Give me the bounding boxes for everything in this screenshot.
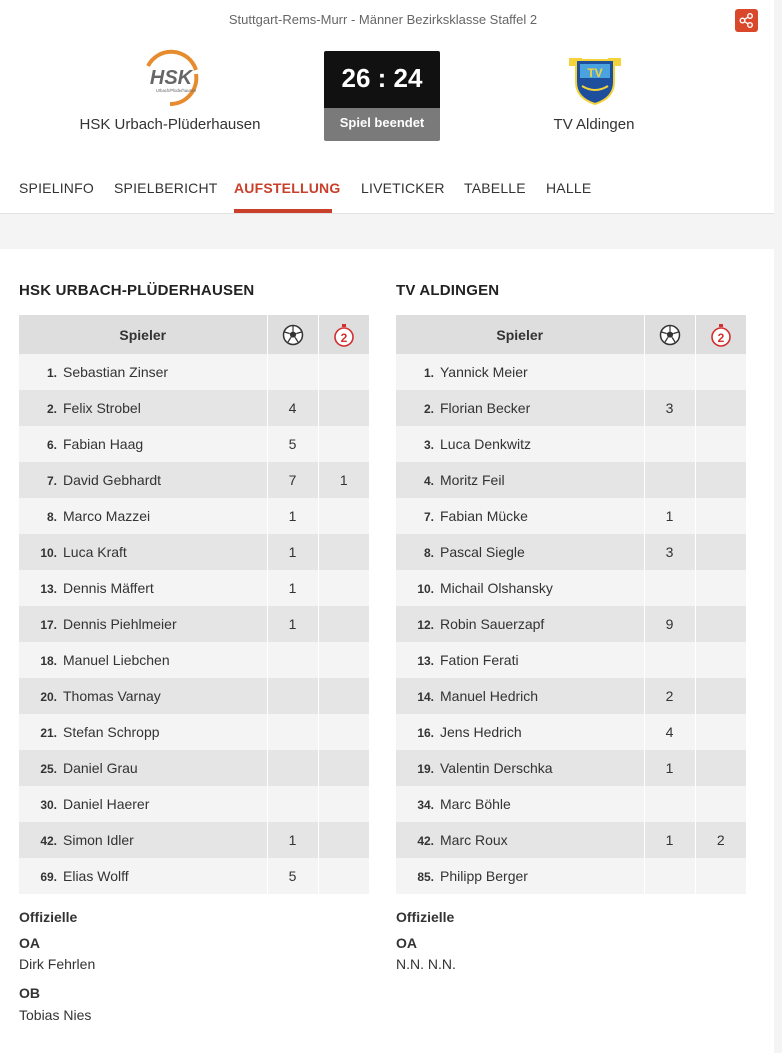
player-row — [19, 642, 369, 678]
player-penalties — [318, 498, 369, 534]
player-goals: 1 — [267, 534, 318, 570]
player-name[interactable]: Valentin Derschka — [440, 760, 553, 776]
player-name[interactable]: Yannick Meier — [440, 364, 528, 380]
match-header — [0, 0, 774, 214]
player-goals — [267, 354, 318, 390]
player-number: 1. — [423, 366, 434, 380]
player-row — [396, 714, 746, 750]
player-cell — [19, 462, 267, 498]
player-number: 14. — [417, 690, 434, 704]
player-cell — [19, 498, 267, 534]
player-row — [19, 786, 369, 822]
player-row — [396, 786, 746, 822]
player-row — [19, 750, 369, 786]
home-official-role: OB — [19, 985, 40, 1001]
player-cell — [19, 426, 267, 462]
player-name[interactable]: Michail Olshansky — [440, 580, 553, 596]
player-name[interactable]: David Gebhardt — [63, 472, 162, 488]
player-penalties: 1 — [318, 462, 369, 498]
home-official-name: Tobias Nies — [19, 1007, 92, 1023]
player-cell — [396, 750, 644, 786]
home-team-logo — [140, 48, 202, 108]
scoreboard — [324, 51, 440, 141]
player-cell — [19, 642, 267, 678]
player-penalties — [318, 678, 369, 714]
player-goals — [267, 750, 318, 786]
player-cell — [19, 714, 267, 750]
player-goals: 9 — [644, 606, 695, 642]
player-number: 10. — [417, 582, 434, 596]
player-name[interactable]: Simon Idler — [63, 832, 134, 848]
player-row — [19, 462, 369, 498]
player-name[interactable]: Jens Hedrich — [440, 724, 522, 740]
player-name[interactable]: Marc Roux — [440, 832, 508, 848]
player-row — [19, 534, 369, 570]
player-cell — [19, 786, 267, 822]
player-name[interactable]: Luca Kraft — [63, 544, 127, 560]
player-penalties — [318, 858, 369, 894]
tab-tabelle[interactable]: TABELLE — [464, 180, 526, 196]
player-penalties — [695, 390, 746, 426]
player-cell — [19, 354, 267, 390]
player-penalties — [318, 786, 369, 822]
player-penalties — [318, 426, 369, 462]
player-name[interactable]: Stefan Schropp — [63, 724, 160, 740]
player-goals: 1 — [267, 498, 318, 534]
player-number: 13. — [40, 582, 57, 596]
player-name[interactable]: Dennis Piehlmeier — [63, 616, 177, 632]
player-cell — [396, 390, 644, 426]
player-name[interactable]: Marco Mazzei — [63, 508, 151, 524]
player-number: 4. — [423, 474, 434, 488]
player-name[interactable]: Manuel Hedrich — [440, 688, 539, 704]
player-name[interactable]: Fation Ferati — [440, 652, 519, 668]
player-cell — [396, 498, 644, 534]
away-lineup-table — [396, 315, 746, 894]
player-goals — [644, 642, 695, 678]
player-number: 17. — [40, 618, 57, 632]
player-goals — [267, 786, 318, 822]
player-number: 25. — [40, 762, 57, 776]
home-lineup-table — [19, 315, 369, 894]
two-minute-stopwatch-icon — [333, 323, 355, 347]
player-penalties — [695, 750, 746, 786]
player-row — [19, 570, 369, 606]
league-name: Stuttgart-Rems-Murr - Männer Bezirksklasse Staffel 2 — [228, 12, 538, 27]
away-official-name: N.N. N.N. — [396, 956, 456, 972]
player-goals: 4 — [644, 714, 695, 750]
penalty-column-header — [695, 315, 746, 354]
player-name[interactable]: Elias Wolff — [63, 868, 129, 884]
svg-text:TV: TV — [587, 66, 603, 80]
player-penalties — [318, 642, 369, 678]
player-penalties — [695, 570, 746, 606]
share-button[interactable] — [735, 9, 758, 32]
player-penalties — [695, 498, 746, 534]
player-row — [19, 858, 369, 894]
player-name[interactable]: Daniel Haerer — [63, 796, 150, 812]
share-icon — [735, 9, 758, 32]
goals-column-header — [267, 315, 318, 354]
player-number: 7. — [423, 510, 434, 524]
home-official-role: OA — [19, 935, 40, 951]
player-number: 69. — [40, 870, 57, 884]
player-goals — [267, 642, 318, 678]
player-penalties — [695, 714, 746, 750]
player-row — [396, 678, 746, 714]
player-goals: 1 — [267, 606, 318, 642]
home-team-name[interactable]: HSK Urbach-Plüderhausen — [79, 116, 261, 133]
player-cell — [396, 354, 644, 390]
player-row — [19, 354, 369, 390]
player-goals — [644, 426, 695, 462]
player-number: 21. — [40, 726, 57, 740]
player-goals — [644, 354, 695, 390]
player-name[interactable]: Pascal Siegle — [440, 544, 525, 560]
player-penalties — [695, 354, 746, 390]
player-number: 6. — [46, 438, 57, 452]
player-penalties — [318, 570, 369, 606]
player-goals: 7 — [267, 462, 318, 498]
player-penalties — [318, 354, 369, 390]
player-name[interactable]: Robin Sauerzapf — [440, 616, 545, 632]
player-cell — [19, 570, 267, 606]
player-cell — [19, 678, 267, 714]
player-row — [396, 858, 746, 894]
player-cell — [19, 606, 267, 642]
player-penalties — [695, 678, 746, 714]
player-cell — [396, 642, 644, 678]
player-cell — [396, 606, 644, 642]
player-penalties — [695, 606, 746, 642]
player-goals: 2 — [644, 678, 695, 714]
player-penalties — [318, 750, 369, 786]
tab-liveticker[interactable]: LIVETICKER — [361, 180, 445, 196]
player-number: 34. — [417, 798, 434, 812]
player-row — [396, 642, 746, 678]
player-number: 8. — [46, 510, 57, 524]
player-cell — [396, 462, 644, 498]
player-goals: 1 — [267, 822, 318, 858]
player-penalties — [695, 426, 746, 462]
final-score: 26 : 24 — [324, 51, 440, 108]
player-goals: 1 — [644, 498, 695, 534]
player-penalties — [695, 642, 746, 678]
player-row — [396, 750, 746, 786]
player-goals: 4 — [267, 390, 318, 426]
player-number: 10. — [40, 546, 57, 560]
player-penalties — [318, 822, 369, 858]
home-lineup-title: HSK URBACH-PLÜDERHAUSEN — [19, 282, 255, 299]
player-penalties — [318, 390, 369, 426]
player-cell — [396, 786, 644, 822]
player-goals: 5 — [267, 858, 318, 894]
tab-aufstellung[interactable]: AUFSTELLUNG — [234, 180, 341, 196]
player-cell — [396, 822, 644, 858]
player-row — [396, 426, 746, 462]
lineup-section — [0, 249, 774, 1053]
player-cell — [19, 534, 267, 570]
player-name[interactable]: Sebastian Zinser — [63, 364, 169, 380]
player-column-header: Spieler — [19, 315, 267, 354]
player-number: 19. — [417, 762, 434, 776]
handball-icon — [659, 324, 681, 346]
player-goals: 3 — [644, 390, 695, 426]
player-name[interactable]: Marc Böhle — [440, 796, 511, 812]
player-penalties — [318, 714, 369, 750]
player-name[interactable]: Luca Denkwitz — [440, 436, 532, 452]
player-number: 42. — [417, 834, 434, 848]
tab-spielinfo[interactable]: SPIELINFO — [19, 180, 94, 196]
player-penalties — [318, 534, 369, 570]
player-goals — [644, 462, 695, 498]
player-goals: 5 — [267, 426, 318, 462]
player-cell — [396, 570, 644, 606]
player-penalties: 2 — [695, 822, 746, 858]
away-team-logo — [564, 48, 626, 108]
player-cell — [396, 678, 644, 714]
player-number: 20. — [40, 690, 57, 704]
svg-text:2: 2 — [717, 330, 725, 345]
away-lineup-title: TV ALDINGEN — [396, 282, 500, 299]
player-number: 7. — [46, 474, 57, 488]
player-name[interactable]: Moritz Feil — [440, 472, 505, 488]
player-row — [19, 426, 369, 462]
player-row — [396, 534, 746, 570]
player-number: 16. — [417, 726, 434, 740]
player-row — [396, 354, 746, 390]
svg-text:2: 2 — [340, 330, 348, 345]
player-row — [19, 390, 369, 426]
player-name[interactable]: Florian Becker — [440, 400, 531, 416]
player-number: 42. — [40, 834, 57, 848]
player-number: 8. — [423, 546, 434, 560]
player-cell — [396, 714, 644, 750]
player-penalties — [695, 786, 746, 822]
player-goals: 1 — [267, 570, 318, 606]
player-name[interactable]: Philipp Berger — [440, 868, 528, 884]
player-row — [396, 570, 746, 606]
two-minute-stopwatch-icon — [710, 323, 732, 347]
player-number: 30. — [40, 798, 57, 812]
player-goals — [267, 714, 318, 750]
player-penalties — [695, 534, 746, 570]
player-name[interactable]: Thomas Varnay — [63, 688, 161, 704]
player-goals: 1 — [644, 822, 695, 858]
player-penalties — [695, 462, 746, 498]
player-row — [396, 462, 746, 498]
penalty-column-header — [318, 315, 369, 354]
goals-column-header — [644, 315, 695, 354]
player-cell — [19, 822, 267, 858]
player-cell — [396, 534, 644, 570]
player-column-header: Spieler — [396, 315, 644, 354]
player-row — [396, 498, 746, 534]
player-goals: 3 — [644, 534, 695, 570]
player-row — [19, 498, 369, 534]
player-row — [19, 714, 369, 750]
player-cell — [19, 858, 267, 894]
player-number: 2. — [423, 402, 434, 416]
active-tab-indicator — [234, 209, 332, 213]
tab-halle[interactable]: HALLE — [546, 180, 592, 196]
svg-text:Urbach/Plüderhausen: Urbach/Plüderhausen — [155, 88, 197, 93]
player-number: 1. — [46, 366, 57, 380]
player-goals — [644, 786, 695, 822]
player-number: 85. — [417, 870, 434, 884]
player-row — [396, 390, 746, 426]
player-name[interactable]: Daniel Grau — [63, 760, 138, 776]
tab-spielbericht[interactable]: SPIELBERICHT — [114, 180, 218, 196]
player-number: 13. — [417, 654, 434, 668]
away-officials-title: Offizielle — [396, 909, 455, 925]
match-status: Spiel beendet — [324, 108, 440, 141]
home-officials-title: Offizielle — [19, 909, 78, 925]
player-name[interactable]: Fabian Haag — [63, 436, 144, 452]
player-name[interactable]: Dennis Mäffert — [63, 580, 154, 596]
home-official-name: Dirk Fehrlen — [19, 956, 96, 972]
player-row — [19, 822, 369, 858]
player-number: 18. — [40, 654, 57, 668]
svg-text:HSK: HSK — [149, 67, 193, 89]
player-goals: 1 — [644, 750, 695, 786]
handball-icon — [282, 324, 304, 346]
player-number: 12. — [417, 618, 434, 632]
player-penalties — [695, 858, 746, 894]
player-name[interactable]: Fabian Mücke — [440, 508, 528, 524]
player-row — [396, 606, 746, 642]
away-official-role: OA — [396, 935, 417, 951]
player-goals — [267, 678, 318, 714]
player-number: 2. — [46, 402, 57, 416]
player-row — [19, 678, 369, 714]
player-goals — [644, 570, 695, 606]
player-cell — [19, 750, 267, 786]
player-goals — [644, 858, 695, 894]
player-cell — [19, 390, 267, 426]
player-name[interactable]: Manuel Liebchen — [63, 652, 170, 668]
player-cell — [396, 858, 644, 894]
player-number: 3. — [423, 438, 434, 452]
player-penalties — [318, 606, 369, 642]
player-name[interactable]: Felix Strobel — [63, 400, 141, 416]
player-row — [396, 822, 746, 858]
away-team-name[interactable]: TV Aldingen — [553, 116, 635, 133]
player-cell — [396, 426, 644, 462]
player-row — [19, 606, 369, 642]
